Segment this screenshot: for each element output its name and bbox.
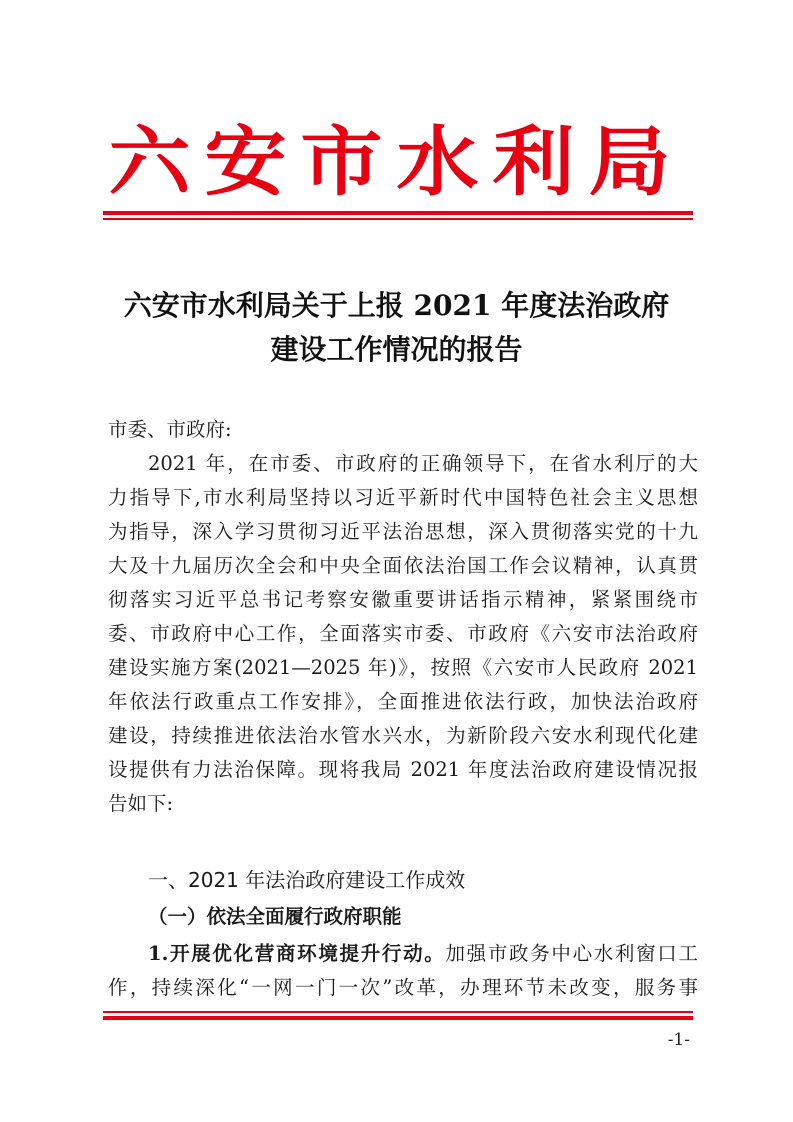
document-title-line-2: 建设工作情况的报告 (270, 333, 523, 366)
letterhead-org-name: 六安市水利局 (108, 117, 685, 207)
item-line: 作，持续深化“一网一门一次”改革，办理环节未改变，服务事 (108, 976, 698, 999)
footer-rule-thick (103, 1016, 693, 1020)
salutation: 市委、市政府: (108, 418, 232, 441)
section-heading: 一、2021 年法治政府建设工作成效 (148, 868, 466, 892)
letterhead-rule-thin (103, 218, 693, 220)
paragraph-line: 为指导，深入学习贯彻习近平法治思想，深入贯彻落实党的十九 (108, 520, 698, 543)
paragraph-line: 建设实施方案(2021—2025 年)》，按照《六安市人民政府 2021 (108, 656, 698, 679)
document-title-line-1: 六安市水利局关于上报 2021 年度法治政府 (123, 289, 670, 322)
paragraph-line: 设提供有力法治保障。现将我局 2021 年度法治政府建设情况报 (108, 758, 698, 781)
item-lead: 1.开展优化营商环境提升行动。 (148, 942, 446, 965)
paragraph-line: 建设，持续推进依法治水管水兴水，为新阶段六安水利现代化建 (108, 724, 698, 747)
paragraph-line: 彻落实习近平总书记考察安徽重要讲话指示精神，紧紧围绕市 (108, 588, 698, 611)
item-line (108, 937, 698, 971)
letterhead-rule-thick (103, 211, 693, 215)
page-number: -1- (667, 1030, 690, 1050)
paragraph-line: 大及十九届历次全会和中央全面依法治国工作会议精神，认真贯 (108, 554, 698, 577)
item-text: 加强市政务中心水利窗口工 (445, 942, 698, 965)
paragraph-line: 告如下: (108, 792, 174, 815)
paragraph-line: 年依法行政重点工作安排》，全面推进依法行政，加快法治政府 (108, 690, 698, 713)
paragraph-line: 2021 年，在市委、市政府的正确领导下，在省水利厅的大 (148, 452, 698, 475)
footer-rule-thin (103, 1011, 693, 1013)
subsection-heading: （一）依法全面履行政府职能 (148, 905, 402, 928)
paragraph-line: 力指导下,市水利局坚持以习近平新时代中国特色社会主义思想 (108, 486, 698, 509)
paragraph-line: 委、市政府中心工作，全面落实市委、市政府《六安市法治政府 (108, 622, 698, 645)
